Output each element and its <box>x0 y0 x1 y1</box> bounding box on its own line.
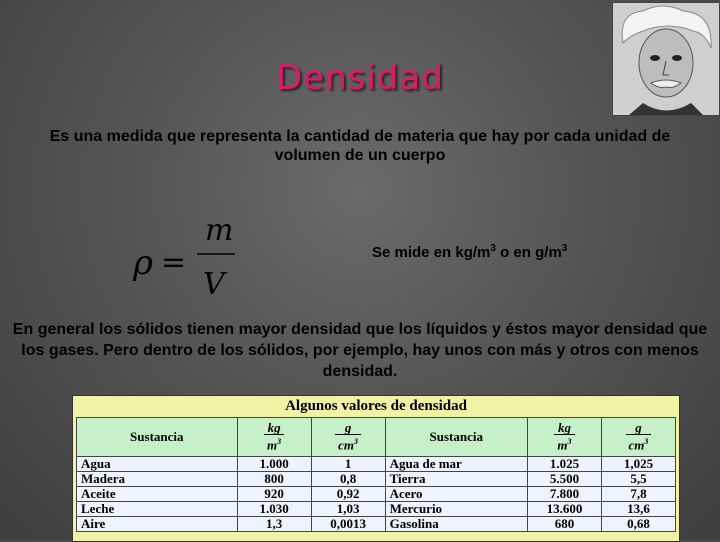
table-row: Aceite 920 0,92 Acero 7.800 7,8 <box>77 487 676 502</box>
header-g-cm3-2: $\frac{g}{cm^3}$ <box>601 418 675 457</box>
header-g-cm3: $\frac{g}{cm^3}$ <box>311 418 385 457</box>
unit-text: Se mide en $kg/m^3$ o en $g/m^3$ <box>372 243 568 261</box>
table-row: Agua 1.000 1 Agua de mar 1.025 1,025 <box>77 457 676 472</box>
formula-equals: = <box>161 245 187 280</box>
table-row: Aire 1,3 0,0013 Gasolina 680 0,68 <box>77 517 676 532</box>
header-kg-m3-2: $\frac{kg}{m^3}$ <box>527 418 601 457</box>
density-table <box>72 395 680 542</box>
table-row: Madera 800 0,8 Tierra 5.500 5,5 <box>77 472 676 487</box>
formula-numerator: m <box>205 213 234 248</box>
portrait-image <box>612 2 720 116</box>
slide-title: Densidad <box>276 58 444 98</box>
formula-rho: ρ <box>133 243 153 283</box>
density-formula <box>125 210 255 300</box>
header-kg-m3: $\frac{kg}{m^3}$ <box>237 418 311 457</box>
header-substance-2: Sustancia <box>385 418 527 457</box>
intro-text: Es una medida que representa la cantidad de materia que hay por cada unidad de volumen de un cuerpo <box>49 128 671 164</box>
header-substance: Sustancia <box>77 418 238 457</box>
table-title: Algunos valores de densidad <box>285 398 467 414</box>
formula-denominator: V <box>203 267 225 300</box>
table-row: Leche 1.030 1,03 Mercurio 13.600 13,6 <box>77 502 676 517</box>
general-text: En general los sólidos tienen mayor densidad que los líquidos y éstos mayor densidad que los gases. Pero dentro de los sólidos, por ejemplo, hay unos con más y otros con menos densidad. <box>12 321 708 380</box>
table-header-row <box>77 418 676 457</box>
